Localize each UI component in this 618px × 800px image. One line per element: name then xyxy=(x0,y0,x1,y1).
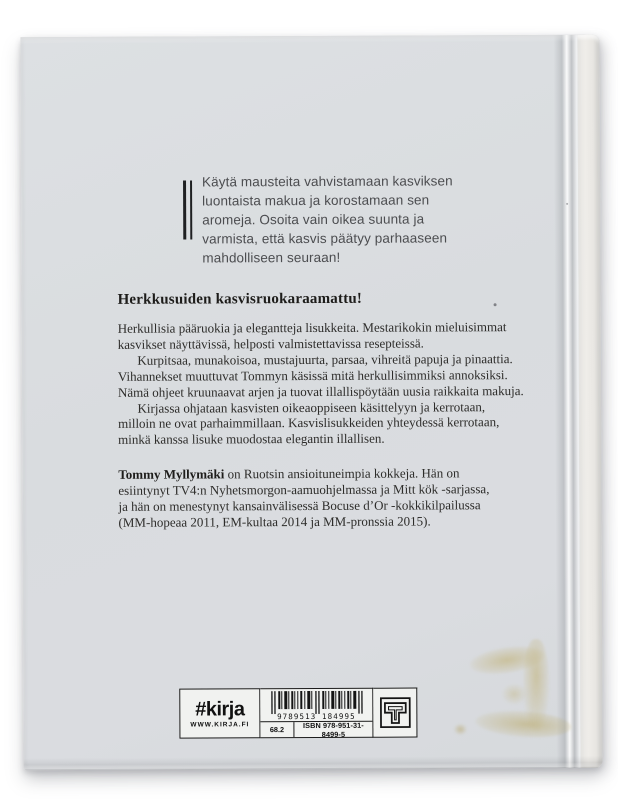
author-name: Tommy Myllymäki xyxy=(118,466,225,482)
isbn-number: ISBN 978-951-31-8499-5 xyxy=(302,720,364,739)
isbn-row xyxy=(260,721,372,737)
spine-edge xyxy=(577,35,602,768)
blurb-heading: Herkkusuiden kasvisruokaraamattu! xyxy=(117,290,363,308)
pull-quote xyxy=(183,171,483,267)
stain xyxy=(501,683,527,705)
stain xyxy=(523,639,549,731)
blurb-text: Herkullisia pääruokia ja elegantteja lisukkeita. Mestarikokin mieluisimmat kasvikset näyttävissä, helposti valmistettavissa resepteissä. Kurpitsaa, munakoisoa, mustajuurta, parsaa, vihreitä papuja ja pinaattia. Vihannekset muuttuvat Tommyn käsissä mitä herkullisimmiksi annoksiksi. Nämä ohjeet kruunaavat arjen ja tuovat illallispöytään uusia raikkaita makuja. Kirjassa ohjataan kasvisten oikeaoppiseen käsittelyyn ja kerrotaan, milloin ne ovat parhaimmillaan. Kasvislisukkeiden yhteydessä kerrotaan, minkä kanssa lisuke muodostaa elegantin illallisen. xyxy=(117,319,524,448)
kirja-url: WWW.KIRJA.FI xyxy=(190,720,250,729)
barcode-box xyxy=(260,688,373,738)
barcode-label xyxy=(179,688,417,739)
tammi-t-logo-icon xyxy=(379,697,411,729)
stain xyxy=(453,723,467,735)
classification-number: 68.2 xyxy=(260,722,294,737)
stain xyxy=(468,642,547,679)
board-bottom-edge xyxy=(24,756,603,771)
publisher-logo-box xyxy=(373,688,417,738)
barcode-digits: 9789513 184995 xyxy=(277,711,356,722)
dust-speck xyxy=(494,303,497,306)
board-top-edge xyxy=(20,35,585,42)
barcode-bars-icon xyxy=(270,691,363,714)
book-back-cover xyxy=(20,35,602,771)
double-bar-icon xyxy=(183,181,192,240)
dust-speck xyxy=(566,203,568,205)
kirja-logo: #kirja xyxy=(195,697,245,721)
kirja-logo-box xyxy=(179,688,260,738)
spine-groove xyxy=(553,35,580,768)
author-bio xyxy=(118,465,538,531)
author-bio-text: on Ruotsin ansioituneimpia kokkeja. Hän on esiintynyt TV4:n Nyhetsmorgon-aamuohjelmassa ja Mitt kök -sarjassa, ja hän on menestynyt kansainvälisessä Bocuse d’Or -kokkikilpailussa (MM-hopeaa 2011, EM-kultaa 2014 ja MM-pronssia 2015). xyxy=(118,465,490,530)
barcode xyxy=(260,689,372,721)
pull-quote-text: Käytä mausteita vahvistamaan kasviksen luontaista makua ja korostamaan sen aromeja. Osoita vain oikea suunta ja varmista, että kasvis päätyy parhaaseen mahdolliseen seuraan! xyxy=(202,173,453,266)
